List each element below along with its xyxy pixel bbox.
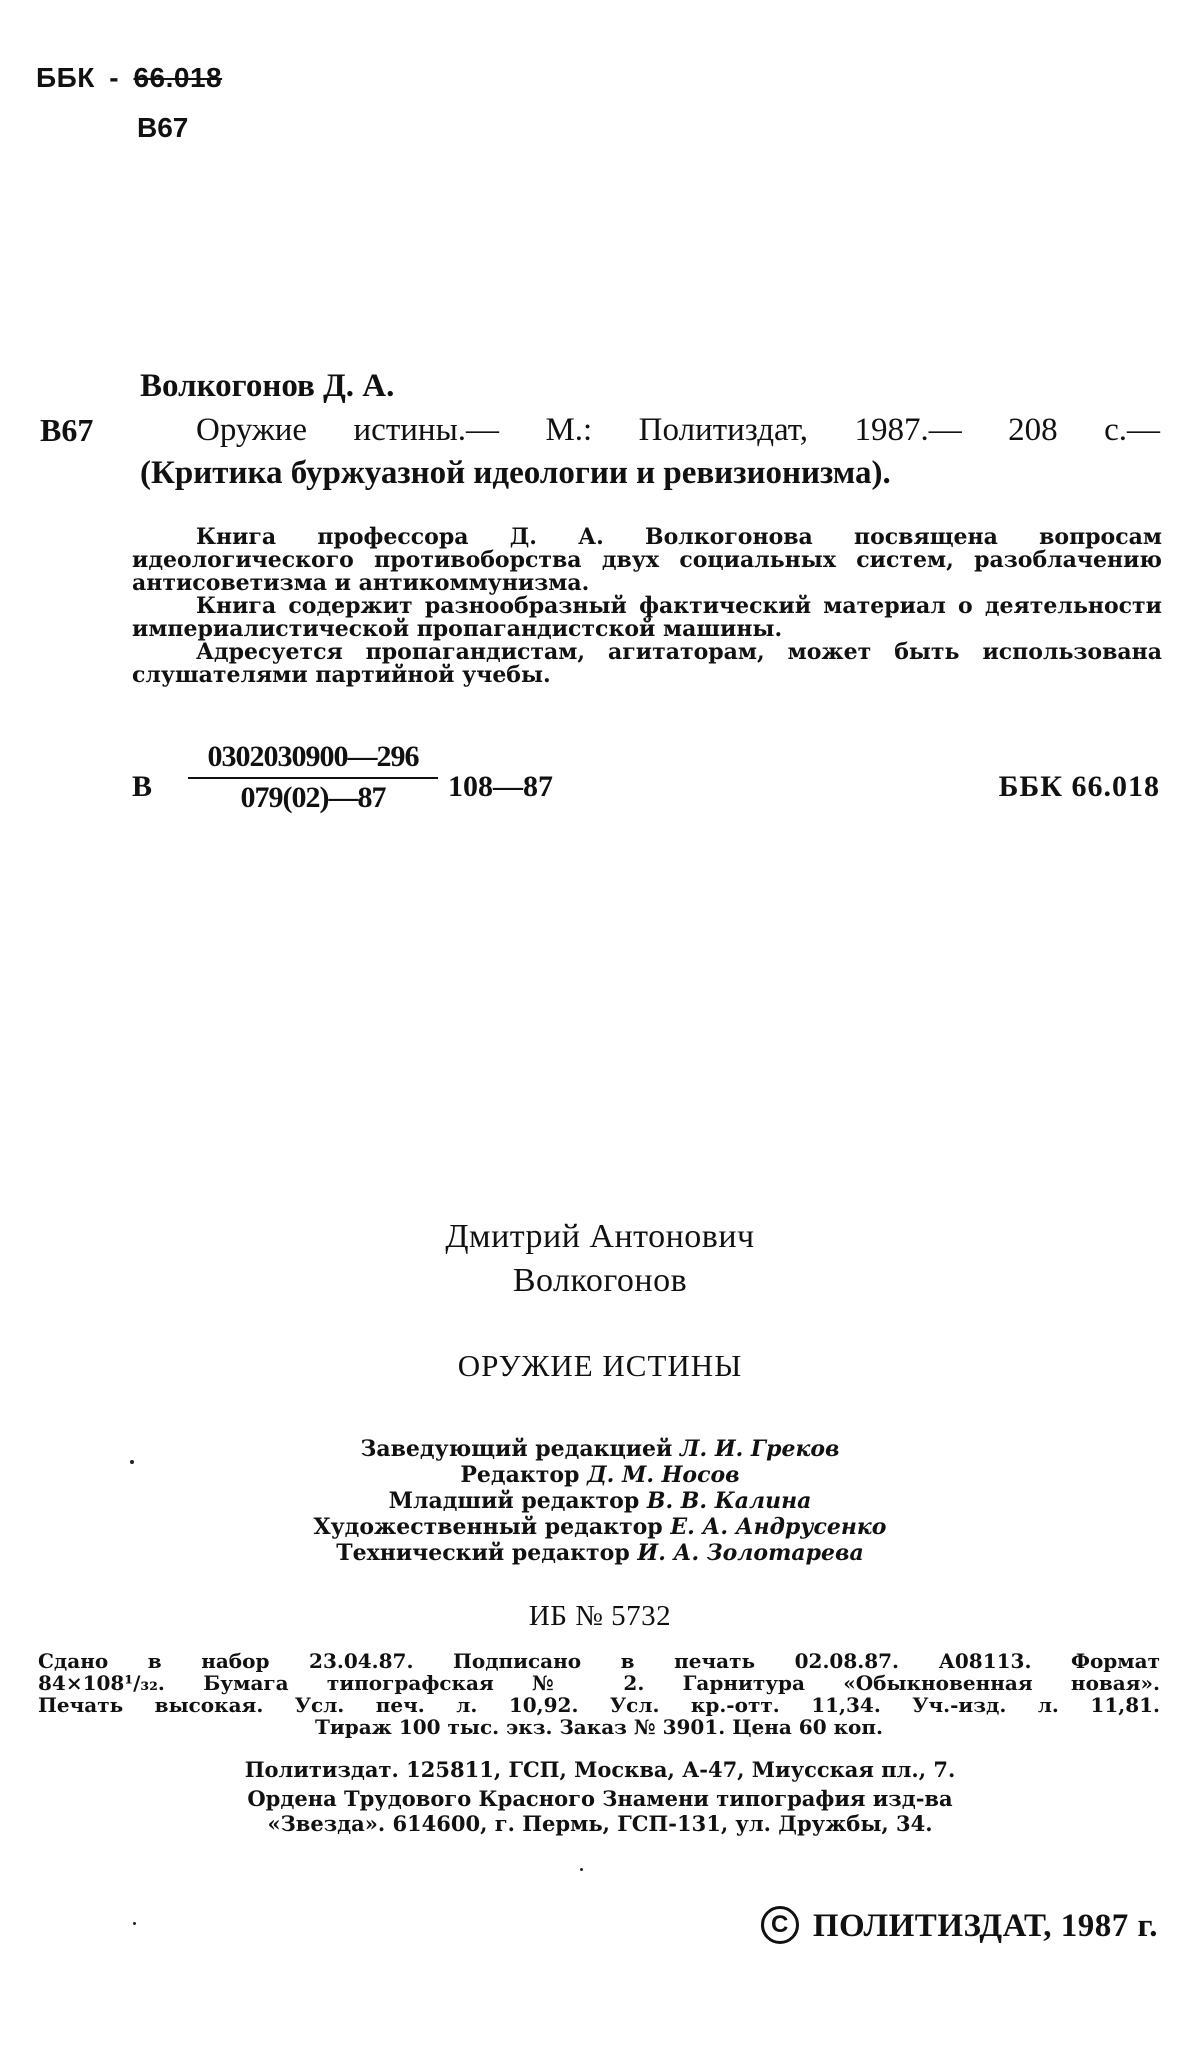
bbk-prefix: ББК [36, 62, 95, 93]
credit-row [0, 1436, 1200, 1462]
annotation-paragraph: Адресуется пропагандистам, агитаторам, может быть использована слушателями партийной учебы. [132, 639, 1162, 688]
bbk-label: ББК 66.018 [998, 770, 1160, 803]
imprint-author-first-names: Дмитрий Антонович [445, 1218, 755, 1255]
fraction-numerator: 0302030900—296 [188, 740, 438, 779]
credit-name: Д. М. Носов [587, 1462, 740, 1488]
copyright-icon: C [761, 1906, 799, 1944]
credit-role: Редактор [460, 1462, 580, 1488]
credit-row [0, 1540, 1200, 1566]
print-details-line: Сдано в набор 23.04.87. Подписано в печать 02.08.87. А08113. Формат [38, 1649, 1160, 1673]
annotation [132, 526, 1162, 687]
print-details [38, 1650, 1160, 1738]
print-details-line: 84×108¹/₃₂. Бумага типографская № 2. Гарнитура «Обыкновенная новая». [38, 1671, 1160, 1695]
classification-suffix: 108—87 [448, 770, 553, 803]
print-speck [580, 1868, 583, 1871]
author-code: В67 [137, 112, 189, 143]
credit-name: Е. А. Андрусенко [670, 1514, 887, 1540]
copyright-text: ПОЛИТИЗДАТ, 1987 г. [812, 1908, 1158, 1944]
publisher-address: Политиздат. 125811, ГСП, Москва, А-47, Миусская пл., 7. [244, 1757, 956, 1782]
publisher-info [0, 1757, 1200, 1836]
ib-number: ИБ № 5732 [528, 1600, 672, 1632]
copyright-line [761, 1908, 1158, 1947]
classification-letter: В [132, 770, 153, 803]
entry-series-line: (Критика буржуазной идеологии и ревизионизма). [140, 455, 891, 491]
credit-row [0, 1488, 1200, 1514]
imprint-book-title: ОРУЖИЕ ИСТИНЫ [457, 1348, 743, 1383]
credit-name: И. А. Золотарева [637, 1540, 864, 1566]
print-speck [133, 1922, 136, 1925]
annotation-paragraph: Книга профессора Д. А. Волкогонова посвящена вопросам идеологического противоборства двух социальных систем, разоблачению антисоветизма и антикоммунизма. [132, 524, 1162, 596]
entry-side-code: В67 [40, 412, 94, 448]
credit-name: Л. И. Греков [680, 1436, 840, 1462]
entry-author: Волкогонов Д. А. [140, 368, 395, 404]
credit-role: Технический редактор [336, 1540, 630, 1566]
print-details-line: Печать высокая. Усл. печ. л. 10,92. Усл. кр.-отт. 11,34. Уч.-изд. л. 11,81. [38, 1693, 1160, 1717]
printer-line: «Звезда». 614600, г. Пермь, ГСП-131, ул. Дружбы, 34. [267, 1811, 933, 1836]
printer-line: Ордена Трудового Красного Знамени типография изд-ва [247, 1786, 953, 1811]
bbk-code-struck: 66.018 [133, 62, 223, 93]
credit-row [0, 1462, 1200, 1488]
classification-fraction [188, 740, 438, 815]
fraction-denominator: 079(02)—87 [240, 781, 386, 814]
credit-name: В. В. Калина [646, 1488, 812, 1514]
print-details-line: Тираж 100 тыс. экз. Заказ № 3901. Цена 60 коп. [315, 1715, 883, 1739]
credit-role: Младший редактор [388, 1488, 640, 1514]
credit-role: Художественный редактор [313, 1514, 663, 1540]
credit-row [0, 1514, 1200, 1540]
credit-role: Заведующий редакцией [360, 1436, 673, 1462]
annotation-paragraph: Книга содержит разнообразный фактический материал о деятельности империалистической пропагандистской машины. [132, 593, 1162, 642]
staff-credits [0, 1436, 1200, 1566]
imprint-author-last-name: Волкогонов [512, 1262, 688, 1299]
bbk-stamp: ББК - 66.018 [36, 62, 223, 93]
entry-title-line: Оружие истины.— М.: Политиздат, 1987.— 208 с.— [196, 412, 1160, 448]
